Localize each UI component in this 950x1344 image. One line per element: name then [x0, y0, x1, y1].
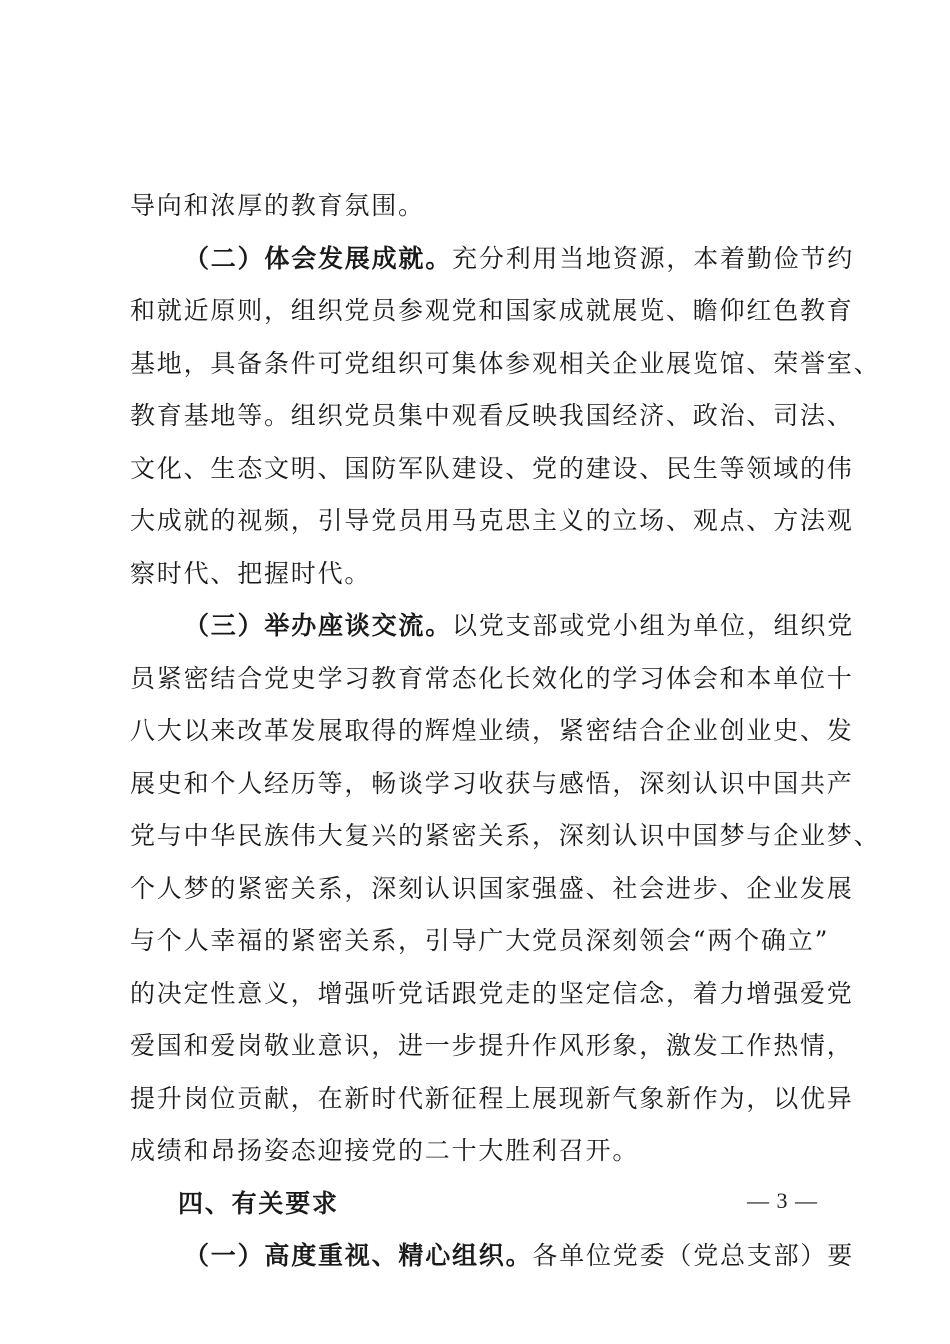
text-line: 察时代、把握时代。	[130, 558, 372, 588]
body-text	[130, 180, 881, 1283]
text-line: 导向和浓厚的教育氛围。	[130, 191, 425, 220]
text-line: 个人梦的紧密关系，深刻认识国家强盛、社会进步、企业发展	[130, 873, 854, 903]
section-3-heading: （三）举办座谈交流。	[184, 611, 453, 640]
section-4-heading: 四、有关要求	[178, 1188, 339, 1218]
section-2-heading: （二）体会发展成就。	[184, 243, 453, 273]
text-line: 教育基地等。组织党员集中观看反映我国经济、政治、司法、	[130, 401, 854, 430]
paragraph-section-2	[130, 233, 881, 601]
requirement-1-first-text: 各单位党委（党总支部）要	[532, 1241, 855, 1270]
paragraph-requirement-1	[130, 1230, 855, 1283]
text-line-first	[130, 233, 855, 286]
text-line: 员紧密结合党史学习教育常态化长效化的学习体会和本单位十	[130, 663, 854, 693]
text-line-first	[130, 1230, 855, 1283]
section-2-first-text: 充分利用当地资源，本着勤俭节约	[452, 243, 855, 273]
text-line: 大成就的视频，引导党员用马克思主义的立场、观点、方法观	[130, 506, 854, 535]
page-number: — 3 —	[747, 1188, 818, 1213]
text-line: 八大以来改革发展取得的辉煌业绩，紧密结合企业创业史、发	[130, 716, 854, 745]
section-3-first-text: 以党支部或党小组为单位，组织党	[452, 611, 855, 640]
text-line-first	[130, 600, 855, 653]
text-line: 提升岗位贡献，在新时代新征程上展现新气象新作为，以优异	[130, 1083, 854, 1113]
text-line: 的决定性意义，增强听党话跟党走的坚定信念，着力增强爱党	[130, 978, 854, 1008]
text-line: 党与中华民族伟大复兴的紧密关系，深刻认识中国梦与企业梦、	[130, 821, 881, 850]
text-line: 爱国和爱岗敬业意识，进一步提升作风形象，激发工作热情，	[130, 1031, 854, 1060]
text-line: 成绩和昂扬姿态迎接党的二十大胜利召开。	[130, 1136, 640, 1165]
paragraph-section-3	[130, 600, 881, 1178]
text-line: 和就近原则，组织党员参观党和国家成就展览、瞻仰红色教育	[130, 296, 854, 325]
text-line: 与个人幸福的紧密关系，引导广大党员深刻领会“两个确立”	[130, 926, 830, 955]
text-line: 基地，具备条件可党组织可集体参观相关企业展览馆、荣誉室、	[130, 348, 881, 378]
text-line: 展史和个人经历等，畅谈学习收获与感悟，深刻认识中国共产	[130, 768, 854, 798]
requirement-1-heading: （一）高度重视、精心组织。	[184, 1241, 533, 1270]
text-line: 文化、生态文明、国防军队建设、党的建设、民生等领域的伟	[130, 453, 854, 483]
paragraph-continuation	[130, 180, 830, 233]
